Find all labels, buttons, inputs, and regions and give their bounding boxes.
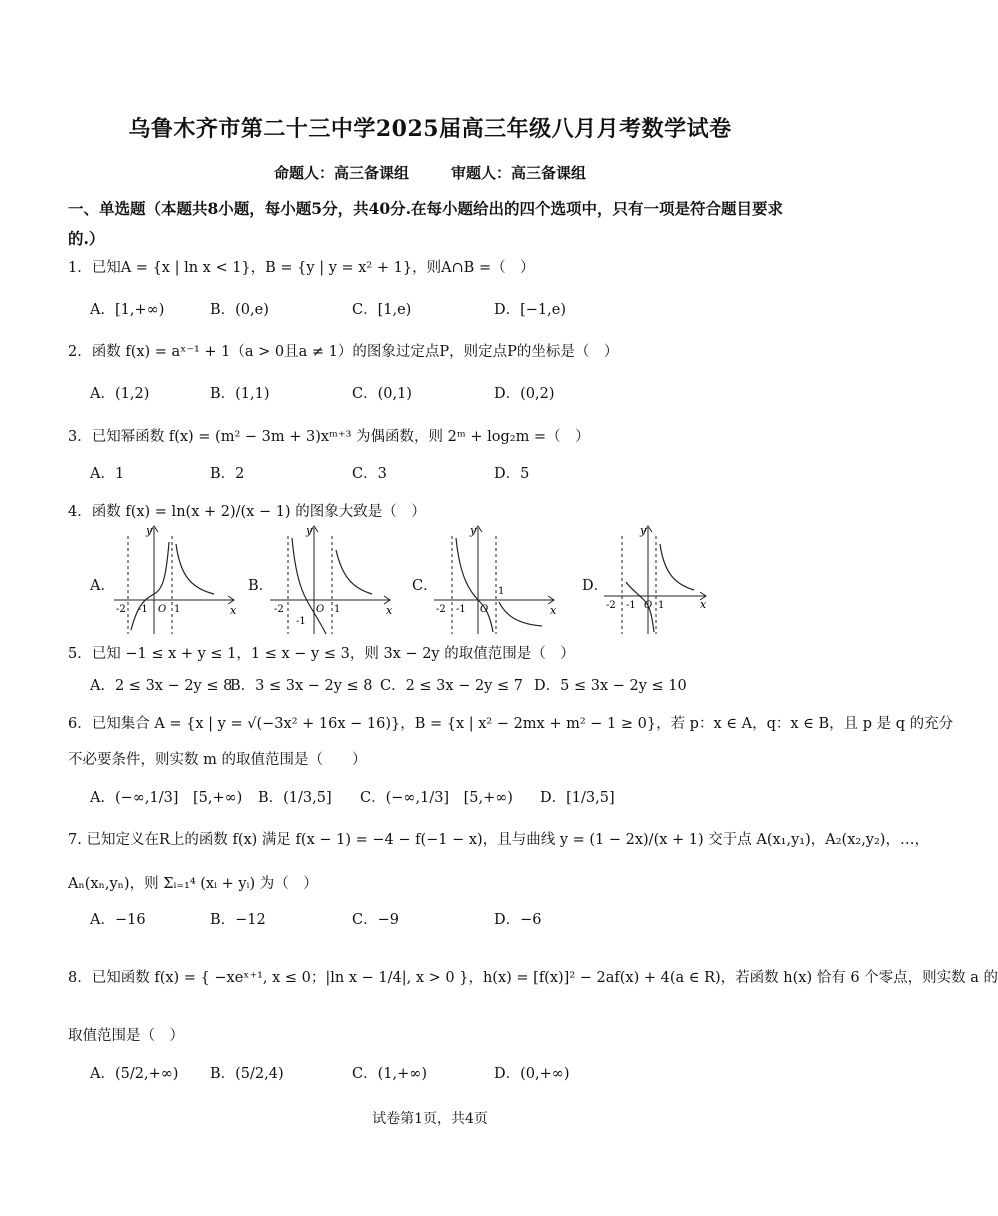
exam-title: 乌鲁木齐市第二十三中学2025届高三年级八月月考数学试卷 <box>128 116 732 142</box>
origin-label: O <box>480 604 489 615</box>
question-4-stem: 4．函数 f(x) = ln(x + 2)/(x − 1) 的图象大致是（ ） <box>68 504 426 520</box>
option-c: C．(−∞,1/3] [5,+∞) <box>360 790 513 806</box>
option-a: A． <box>90 578 115 594</box>
option-a: A．(1,2) <box>90 386 150 402</box>
question-1-options <box>90 298 790 320</box>
option-c: C．3 <box>352 466 387 482</box>
question-5-options <box>90 674 790 696</box>
graph-b <box>266 522 396 637</box>
option-d: D．5 ≤ 3x − 2y ≤ 10 <box>534 678 687 694</box>
option-a: A．1 <box>90 466 125 482</box>
question-1-stem: 1．已知A = {x | ln x < 1}，B = {y | y = x² + 1}，则A∩B =（ ） <box>68 260 535 276</box>
question-6-stem-cont: 不必要条件，则实数 m 的取值范围是（ ） <box>68 752 367 768</box>
option-b: B．−12 <box>210 912 266 928</box>
origin-label: O <box>644 600 653 611</box>
tick-label: 1 <box>334 604 341 615</box>
question-6-stem: 6．已知集合 A = {x | y = √(−3x² + 16x − 16)}，B = {x | x² − 2mx + m² − 1 ≥ 0}，若 p：x ∈ A，q：x ∈ B，且 p 是 q 的充分 <box>68 716 954 732</box>
y-axis-label: y <box>146 524 153 537</box>
option-d: D．[1/3,5] <box>540 790 615 806</box>
x-axis-label: x <box>700 598 707 611</box>
option-d: D．−6 <box>494 912 542 928</box>
reviewer-label: 审题人：高三备课组 <box>451 164 587 182</box>
option-d: D．(0,+∞) <box>494 1066 570 1082</box>
option-a: A．(5/2,+∞) <box>90 1066 179 1082</box>
x-axis-label: x <box>386 604 393 617</box>
tick-label: 1 <box>174 604 181 615</box>
graph-a <box>110 522 240 637</box>
option-c: C．(1,+∞) <box>352 1066 427 1082</box>
tick-label: -2 <box>274 604 284 615</box>
question-2-options <box>90 382 790 404</box>
option-b: B．3 ≤ 3x − 2y ≤ 8 <box>230 678 373 694</box>
graph-c <box>430 522 560 637</box>
option-a: A．−16 <box>90 912 146 928</box>
question-8-stem: 8．已知函数 f(x) = { −xeˣ⁺¹, x ≤ 0；|ln x − 1/4|, x > 0 }，h(x) = [f(x)]² − 2af(x) + 4(a ∈ R)，若函数 h(x) 恰有 6 个零点，则实数 a 的 <box>68 970 998 986</box>
option-b: B．(1/3,5] <box>258 790 332 806</box>
tick-label: -1 <box>138 604 148 615</box>
option-c: C．(0,1) <box>352 386 412 402</box>
author-line <box>0 162 860 183</box>
tick-label: 1 <box>498 586 505 597</box>
section-heading: 一、单选题（本题共8小题，每小题5分，共40分.在每小题给出的四个选项中，只有一项是符合题目要求的.） <box>68 199 784 248</box>
question-8-stem-cont: 取值范围是（ ） <box>68 1028 184 1044</box>
question-7-stem: 7. 已知定义在R上的函数 f(x) 满足 f(x − 1) = −4 − f(−1 − x)，且与曲线 y = (1 − 2x)/(x + 1) 交于点 A(x₁,y₁)，A₂(x₂,y₂)，…， <box>68 832 929 848</box>
x-axis-label: x <box>550 604 557 617</box>
tick-label: -2 <box>606 600 616 611</box>
tick-label: -2 <box>436 604 446 615</box>
tick-label: -1 <box>296 616 306 627</box>
graph-d <box>600 522 730 637</box>
question-2-stem: 2．函数 f(x) = aˣ⁻¹ + 1（a > 0且a ≠ 1）的图象过定点P，则定点P的坐标是（ ） <box>68 344 619 360</box>
option-d: D． <box>582 578 609 594</box>
y-axis-label: y <box>306 524 313 537</box>
option-a: A．[1,+∞) <box>90 302 165 318</box>
origin-label: O <box>158 604 167 615</box>
option-b: B．(5/2,4) <box>210 1066 284 1082</box>
option-d: D．5 <box>494 466 530 482</box>
page-footer: 试卷第1页，共4页 <box>372 1111 488 1127</box>
option-d: D．(0,2) <box>494 386 555 402</box>
y-axis-label: y <box>640 524 647 537</box>
question-7-options <box>90 908 790 930</box>
question-6-options <box>90 786 790 808</box>
option-c: C．2 ≤ 3x − 2y ≤ 7 <box>380 678 523 694</box>
option-c: C．[1,e) <box>352 302 412 318</box>
question-7-stem-cont: Aₙ(xₙ,yₙ)，则 Σᵢ₌₁⁴ (xᵢ + yᵢ) 为（ ） <box>68 876 318 892</box>
x-axis-label: x <box>230 604 237 617</box>
tick-label: 1 <box>658 600 665 611</box>
y-axis-label: y <box>470 524 477 537</box>
option-a: A．2 ≤ 3x − 2y ≤ 8 <box>90 678 233 694</box>
option-d: D．[−1,e) <box>494 302 567 318</box>
origin-label: O <box>316 604 325 615</box>
question-8-options <box>90 1062 790 1084</box>
option-c: C．−9 <box>352 912 399 928</box>
option-b: B．2 <box>210 466 245 482</box>
option-c: C． <box>412 578 438 594</box>
author-label: 命题人：高三备课组 <box>273 164 409 182</box>
option-a: A．(−∞,1/3] [5,+∞) <box>90 790 243 806</box>
question-3-stem: 3．已知幂函数 f(x) = (m² − 3m + 3)xᵐ⁺³ 为偶函数，则 2ᵐ + log₂m =（ ） <box>68 429 590 445</box>
option-b: B． <box>248 578 274 594</box>
option-b: B．(0,e) <box>210 302 269 318</box>
question-3-options <box>90 462 790 484</box>
question-5-stem: 5．已知 −1 ≤ x + y ≤ 1，1 ≤ x − y ≤ 3，则 3x − 2y 的取值范围是（ ） <box>68 646 575 662</box>
tick-label: -1 <box>626 600 636 611</box>
tick-label: -1 <box>456 604 466 615</box>
tick-label: -2 <box>116 604 126 615</box>
option-b: B．(1,1) <box>210 386 270 402</box>
